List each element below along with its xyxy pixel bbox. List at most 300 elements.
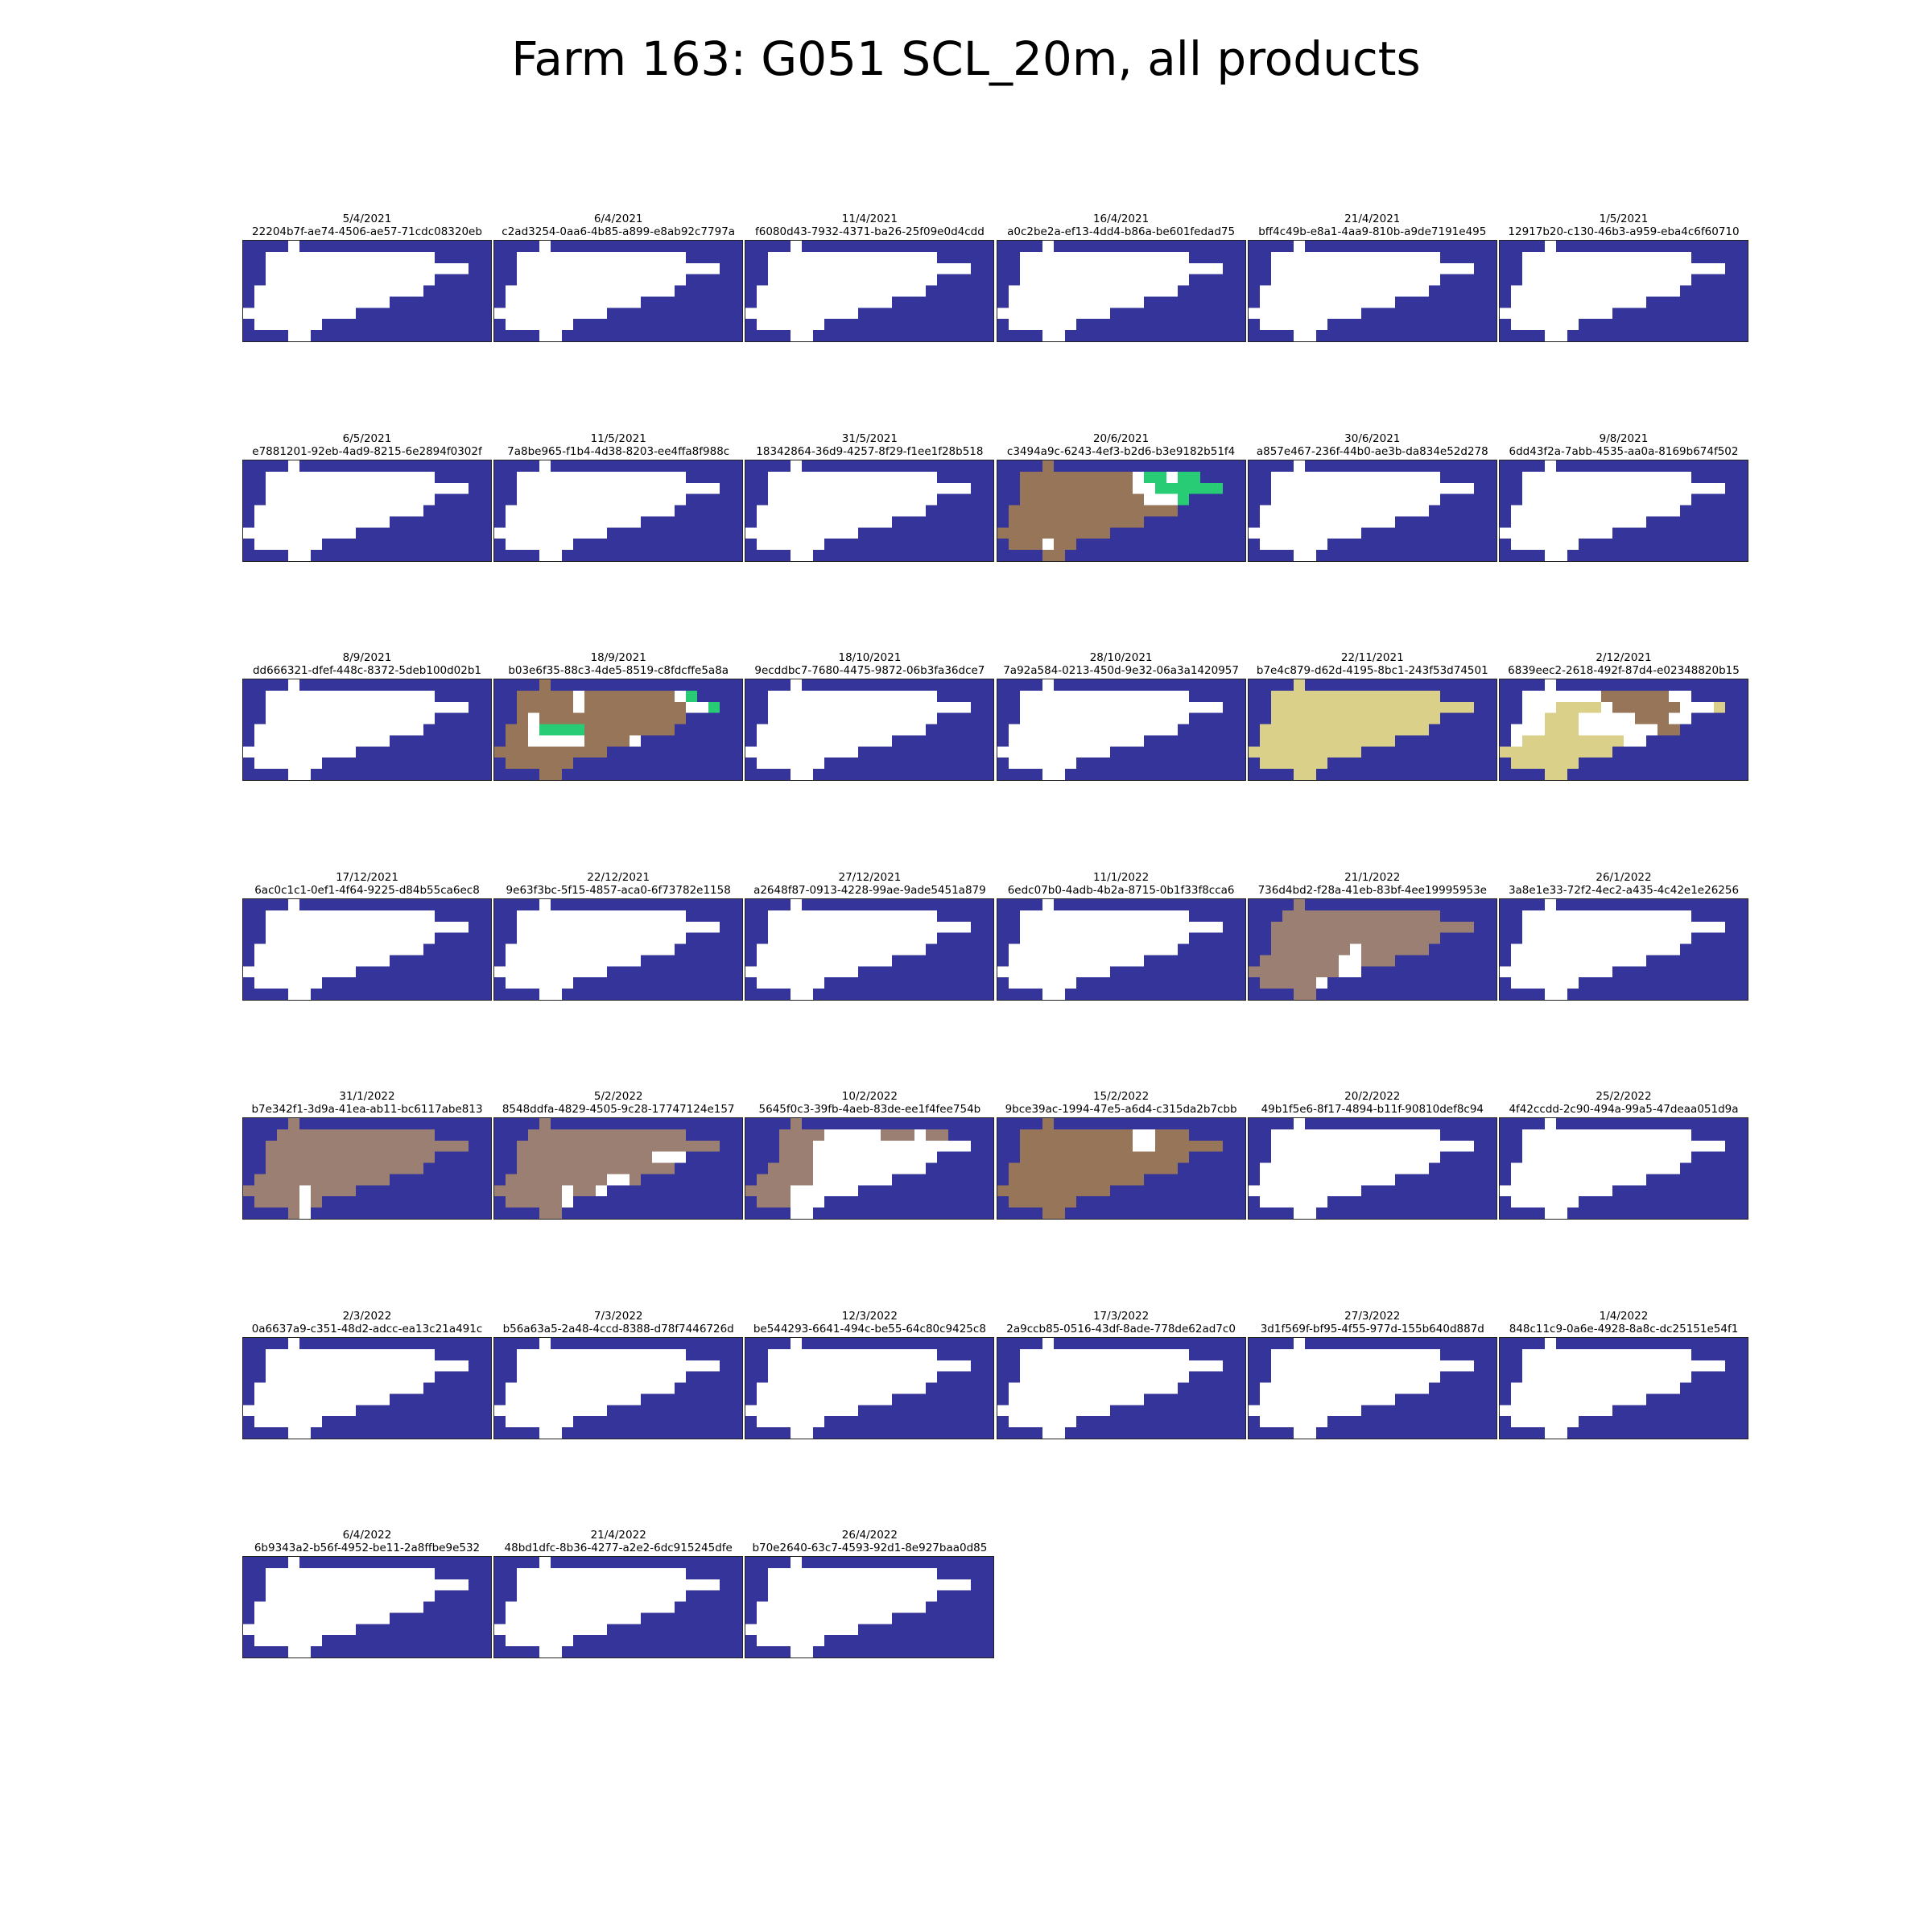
scl-pixel xyxy=(1725,241,1736,252)
scl-pixel xyxy=(345,516,356,527)
scl-pixel xyxy=(731,966,742,977)
scl-pixel xyxy=(551,516,562,527)
scl-pixel xyxy=(266,679,277,691)
scl-pixel xyxy=(378,702,390,713)
scl-pixel xyxy=(480,493,491,505)
scl-panel xyxy=(1248,213,1497,344)
scl-pixel xyxy=(435,263,446,275)
scl-pixel xyxy=(1703,308,1714,319)
scl-pixel xyxy=(697,263,708,275)
scl-pixel xyxy=(243,308,254,319)
scl-pixel xyxy=(836,516,847,527)
scl-pixel xyxy=(971,460,982,472)
scl-pixel xyxy=(1065,713,1076,724)
scl-pixel xyxy=(971,769,982,780)
scl-pixel xyxy=(1395,516,1406,527)
scl-pixel xyxy=(1646,691,1657,702)
scl-pixel xyxy=(506,296,517,308)
scl-pixel xyxy=(982,977,993,989)
scl-pixel xyxy=(858,539,869,550)
scl-pixel xyxy=(412,296,423,308)
scl-pixel xyxy=(539,691,551,702)
scl-pixel xyxy=(469,758,480,769)
scl-pixel xyxy=(1361,955,1373,966)
scl-pixel xyxy=(652,275,663,286)
scl-pixel xyxy=(1500,539,1511,550)
scl-pixel xyxy=(435,319,446,330)
scl-pixel xyxy=(423,966,435,977)
scl-pixel xyxy=(1350,319,1361,330)
scl-pixel xyxy=(517,252,528,263)
scl-pixel xyxy=(243,286,254,297)
scl-pixel xyxy=(1500,516,1511,527)
scl-pixel xyxy=(1418,724,1429,736)
scl-pixel xyxy=(1680,482,1691,493)
scl-pixel xyxy=(903,724,914,736)
scl-pixel xyxy=(768,702,779,713)
scl-pixel xyxy=(847,319,858,330)
scl-pixel xyxy=(960,296,971,308)
scl-pixel xyxy=(1009,724,1020,736)
scl-pixel xyxy=(1327,460,1339,472)
scl-pixel xyxy=(607,746,618,758)
scl-pixel xyxy=(378,539,390,550)
scl-pixel xyxy=(779,505,791,516)
scl-pixel xyxy=(1579,769,1590,780)
scl-pixel xyxy=(390,758,401,769)
scl-pixel xyxy=(1736,516,1748,527)
scl-pixel xyxy=(1579,899,1590,910)
scl-pixel xyxy=(1556,296,1567,308)
scl-pixel xyxy=(573,275,584,286)
scl-pixel xyxy=(596,505,607,516)
scl-pixel xyxy=(1545,275,1556,286)
scl-pixel xyxy=(708,899,720,910)
scl-pixel xyxy=(858,308,869,319)
scl-pixel xyxy=(1429,989,1440,1000)
scl-pixel xyxy=(1327,539,1339,550)
scl-pixel xyxy=(311,735,322,746)
scl-pixel xyxy=(1624,263,1635,275)
scl-pixel xyxy=(1088,275,1099,286)
scl-pixel xyxy=(517,713,528,724)
scl-pixel xyxy=(892,493,903,505)
scl-pixel xyxy=(1545,966,1556,977)
scl-pixel xyxy=(457,702,469,713)
scl-pixel xyxy=(254,910,266,921)
scl-pixel xyxy=(367,1163,378,1174)
scl-pixel xyxy=(1463,746,1474,758)
scl-pixel xyxy=(1534,746,1545,758)
scl-pixel xyxy=(937,263,948,275)
scl-pixel xyxy=(858,769,869,780)
scl-pixel xyxy=(1223,735,1234,746)
scl-pixel xyxy=(1635,275,1646,286)
scl-pixel xyxy=(1522,932,1534,943)
scl-pixel xyxy=(1714,955,1725,966)
scl-pixel xyxy=(1189,505,1200,516)
scl-pixel xyxy=(573,241,584,252)
scl-pixel xyxy=(1485,977,1496,989)
scl-pixel xyxy=(1189,769,1200,780)
scl-pixel xyxy=(1406,482,1418,493)
scl-pixel xyxy=(1406,910,1418,921)
scl-pixel xyxy=(457,1163,469,1174)
scl-pixel xyxy=(1485,263,1496,275)
scl-pixel xyxy=(779,989,791,1000)
scl-pixel xyxy=(779,263,791,275)
scl-pixel xyxy=(708,539,720,550)
scl-pixel xyxy=(266,943,277,955)
scl-pixel xyxy=(494,679,506,691)
scl-pixel xyxy=(1178,758,1189,769)
scl-pixel xyxy=(1418,330,1429,341)
scl-pixel xyxy=(686,899,697,910)
scl-pixel xyxy=(663,539,675,550)
scl-pixel xyxy=(1133,539,1144,550)
scl-pixel xyxy=(1042,932,1054,943)
scl-pixel xyxy=(356,527,367,539)
scl-pixel xyxy=(469,1118,480,1129)
scl-pixel xyxy=(1579,516,1590,527)
scl-pixel xyxy=(584,735,596,746)
scl-pixel xyxy=(469,493,480,505)
scl-pixel xyxy=(1121,330,1133,341)
scl-pixel xyxy=(1601,550,1612,561)
scl-pixel xyxy=(1725,482,1736,493)
scl-pixel xyxy=(288,1185,299,1196)
scl-pixel xyxy=(266,758,277,769)
scl-pixel xyxy=(494,713,506,724)
scl-pixel xyxy=(630,679,641,691)
scl-pixel xyxy=(1545,679,1556,691)
scl-pixel xyxy=(914,308,926,319)
scl-pixel xyxy=(960,252,971,263)
scl-pixel xyxy=(1567,460,1579,472)
scl-pixel xyxy=(266,308,277,319)
scl-pixel xyxy=(551,758,562,769)
scl-pixel xyxy=(1522,516,1534,527)
scl-pixel xyxy=(1522,966,1534,977)
scl-pixel xyxy=(630,943,641,955)
scl-pixel xyxy=(768,308,779,319)
scl-pixel xyxy=(506,493,517,505)
scl-pixel xyxy=(254,977,266,989)
scl-pixel xyxy=(1406,252,1418,263)
scl-pixel xyxy=(423,724,435,736)
scl-pixel xyxy=(745,539,757,550)
scl-pixel xyxy=(903,330,914,341)
scl-pixel xyxy=(1294,943,1305,955)
scl-pixel xyxy=(1031,713,1042,724)
scl-pixel xyxy=(1579,921,1590,932)
scl-pixel xyxy=(858,932,869,943)
scl-pixel xyxy=(266,539,277,550)
scl-pixel xyxy=(937,989,948,1000)
scl-pixel xyxy=(1556,932,1567,943)
scl-pixel xyxy=(254,1118,266,1129)
scl-pixel xyxy=(1316,758,1327,769)
scl-pixel xyxy=(551,955,562,966)
scl-pixel xyxy=(266,527,277,539)
scl-pixel xyxy=(480,679,491,691)
scl-pixel xyxy=(1282,550,1294,561)
scl-pixel xyxy=(1440,263,1451,275)
scl-pixel xyxy=(596,977,607,989)
scl-pixel xyxy=(997,966,1009,977)
scl-pixel xyxy=(1373,527,1384,539)
scl-pixel xyxy=(1065,769,1076,780)
scl-pixel xyxy=(1579,471,1590,482)
scl-pixel xyxy=(1646,713,1657,724)
scl-pixel xyxy=(573,899,584,910)
scl-pixel xyxy=(584,286,596,297)
scl-pixel xyxy=(869,275,881,286)
scl-pixel xyxy=(1657,286,1669,297)
scl-pixel xyxy=(903,319,914,330)
scl-pixel xyxy=(971,702,982,713)
scl-pixel xyxy=(768,921,779,932)
scl-pixel xyxy=(378,1185,390,1196)
scl-pixel xyxy=(1624,966,1635,977)
scl-pixel xyxy=(539,769,551,780)
scl-pixel xyxy=(720,263,731,275)
scl-pixel xyxy=(641,330,652,341)
scl-pixel xyxy=(322,899,333,910)
scl-pixel xyxy=(1463,550,1474,561)
scl-pixel xyxy=(1635,921,1646,932)
scl-pixel xyxy=(802,286,813,297)
scl-pixel xyxy=(1065,252,1076,263)
scl-pixel xyxy=(1373,539,1384,550)
scl-pixel xyxy=(914,702,926,713)
scl-pixel xyxy=(618,955,630,966)
scl-pixel xyxy=(1500,724,1511,736)
scl-pixel xyxy=(1316,482,1327,493)
scl-pixel xyxy=(1646,735,1657,746)
scl-pixel xyxy=(435,702,446,713)
scl-pixel xyxy=(869,471,881,482)
scl-pixel xyxy=(266,921,277,932)
scl-pixel xyxy=(675,275,686,286)
scl-pixel xyxy=(1522,769,1534,780)
scl-pixel xyxy=(1327,746,1339,758)
scl-pixel xyxy=(1316,493,1327,505)
scl-pixel xyxy=(791,482,802,493)
scl-pixel xyxy=(435,505,446,516)
scl-pixel xyxy=(551,308,562,319)
scl-pixel xyxy=(584,691,596,702)
scl-pixel xyxy=(1178,713,1189,724)
scl-pixel xyxy=(423,769,435,780)
scl-pixel xyxy=(457,1152,469,1163)
scl-pixel xyxy=(836,702,847,713)
scl-pixel xyxy=(1669,758,1680,769)
scl-pixel xyxy=(802,989,813,1000)
scl-map xyxy=(493,460,743,562)
scl-pixel xyxy=(1691,460,1703,472)
scl-pixel xyxy=(937,679,948,691)
scl-pixel xyxy=(802,910,813,921)
scl-pixel xyxy=(378,460,390,472)
scl-pixel xyxy=(356,932,367,943)
scl-pixel xyxy=(675,539,686,550)
scl-pixel xyxy=(1635,724,1646,736)
scl-pixel xyxy=(1373,471,1384,482)
scl-pixel xyxy=(562,769,573,780)
scl-pixel xyxy=(1474,286,1485,297)
scl-pixel xyxy=(528,746,539,758)
scl-pixel xyxy=(824,263,836,275)
scl-pixel xyxy=(731,724,742,736)
scl-pixel xyxy=(299,482,311,493)
scl-pixel xyxy=(1440,471,1451,482)
scl-pixel xyxy=(1590,977,1601,989)
scl-pixel xyxy=(1223,769,1234,780)
scl-pixel xyxy=(971,943,982,955)
scl-pixel xyxy=(1590,296,1601,308)
scl-pixel xyxy=(390,1174,401,1185)
scl-pixel xyxy=(457,943,469,955)
scl-pixel xyxy=(1567,769,1579,780)
scl-pixel xyxy=(1121,319,1133,330)
scl-pixel xyxy=(517,550,528,561)
scl-pixel xyxy=(1282,702,1294,713)
scl-pixel xyxy=(731,252,742,263)
scl-pixel xyxy=(1294,702,1305,713)
scl-pixel xyxy=(1511,691,1522,702)
scl-pixel xyxy=(266,899,277,910)
scl-pixel xyxy=(1271,505,1282,516)
scl-pixel xyxy=(1669,932,1680,943)
scl-pixel xyxy=(1657,758,1669,769)
scl-pixel xyxy=(1406,308,1418,319)
scl-pixel xyxy=(1635,977,1646,989)
scl-pixel xyxy=(435,932,446,943)
scl-pixel xyxy=(914,758,926,769)
scl-pixel xyxy=(1249,679,1260,691)
scl-pixel xyxy=(494,539,506,550)
scl-panel xyxy=(1499,432,1748,564)
scl-pixel xyxy=(1714,308,1725,319)
scl-pixel xyxy=(528,471,539,482)
scl-pixel xyxy=(779,330,791,341)
scl-pixel xyxy=(299,550,311,561)
scl-pixel xyxy=(1691,550,1703,561)
scl-pixel xyxy=(1669,263,1680,275)
scl-pixel xyxy=(596,955,607,966)
scl-pixel xyxy=(1282,679,1294,691)
scl-pixel xyxy=(937,482,948,493)
scl-pixel xyxy=(562,252,573,263)
scl-pixel xyxy=(1567,308,1579,319)
scl-pixel xyxy=(708,275,720,286)
scl-pixel xyxy=(1076,691,1088,702)
scl-pixel xyxy=(1200,966,1212,977)
scl-pixel xyxy=(1736,746,1748,758)
scl-pixel xyxy=(345,1118,356,1129)
scl-pixel xyxy=(528,758,539,769)
scl-pixel xyxy=(1144,252,1155,263)
scl-pixel xyxy=(333,460,345,472)
scl-pixel xyxy=(1691,263,1703,275)
scl-pixel xyxy=(243,516,254,527)
scl-pixel xyxy=(903,550,914,561)
scl-pixel xyxy=(469,1174,480,1185)
scl-pixel xyxy=(1624,505,1635,516)
scl-pixel xyxy=(1271,713,1282,724)
scl-pixel xyxy=(1144,460,1155,472)
scl-pixel xyxy=(1691,910,1703,921)
scl-pixel xyxy=(1234,516,1245,527)
scl-pixel xyxy=(1260,539,1271,550)
scl-pixel xyxy=(423,1129,435,1141)
scl-pixel xyxy=(299,539,311,550)
scl-pixel xyxy=(506,769,517,780)
scl-pixel xyxy=(423,482,435,493)
scl-pixel xyxy=(948,921,960,932)
scl-pixel xyxy=(1271,308,1282,319)
scl-pixel xyxy=(1556,966,1567,977)
scl-pixel xyxy=(652,539,663,550)
scl-pixel xyxy=(311,966,322,977)
scl-pixel xyxy=(1373,550,1384,561)
scl-pixel xyxy=(506,932,517,943)
scl-pixel xyxy=(1088,989,1099,1000)
scl-pixel xyxy=(892,527,903,539)
scl-pixel xyxy=(1579,263,1590,275)
scl-pixel xyxy=(869,527,881,539)
scl-pixel xyxy=(1500,308,1511,319)
scl-pixel xyxy=(1282,977,1294,989)
scl-pixel xyxy=(1463,679,1474,691)
scl-pixel xyxy=(277,758,288,769)
scl-pixel xyxy=(768,955,779,966)
scl-pixel xyxy=(1545,286,1556,297)
scl-pixel xyxy=(1556,286,1567,297)
scl-pixel xyxy=(1680,977,1691,989)
scl-pixel xyxy=(506,319,517,330)
scl-pixel xyxy=(869,769,881,780)
scl-pixel xyxy=(926,330,937,341)
scl-pixel xyxy=(277,679,288,691)
scl-pixel xyxy=(1395,505,1406,516)
scl-pixel xyxy=(836,910,847,921)
scl-pixel xyxy=(1271,746,1282,758)
scl-pixel xyxy=(892,263,903,275)
scl-pixel xyxy=(903,252,914,263)
scl-pixel xyxy=(1725,252,1736,263)
scl-pixel xyxy=(596,724,607,736)
scl-pixel xyxy=(1020,955,1031,966)
scl-pixel xyxy=(937,966,948,977)
scl-pixel xyxy=(412,319,423,330)
scl-pixel xyxy=(254,308,266,319)
scl-pixel xyxy=(1567,702,1579,713)
scl-pixel xyxy=(997,308,1009,319)
scl-pixel xyxy=(1601,460,1612,472)
scl-pixel xyxy=(1305,263,1316,275)
scl-pixel xyxy=(618,932,630,943)
scl-pixel xyxy=(506,921,517,932)
scl-pixel xyxy=(401,308,412,319)
scl-pixel xyxy=(1144,932,1155,943)
scl-pixel xyxy=(824,713,836,724)
scl-pixel xyxy=(299,505,311,516)
scl-pixel xyxy=(1065,989,1076,1000)
scl-pixel xyxy=(937,527,948,539)
scl-pixel xyxy=(869,252,881,263)
